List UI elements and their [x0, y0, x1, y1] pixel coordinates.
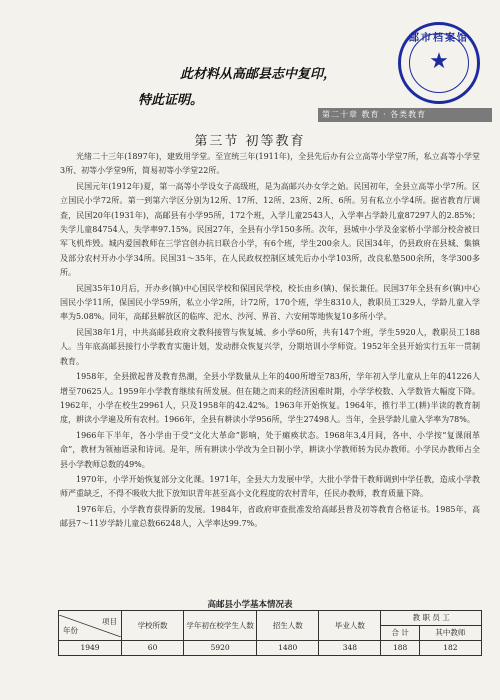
handwritten-line-2: 特此证明。	[138, 93, 204, 108]
cell-students: 5920	[184, 641, 257, 656]
handwritten-certification	[138, 62, 400, 114]
diagonal-header-cell	[59, 611, 122, 641]
diagonal-header	[59, 615, 121, 637]
header-staff-total: 合 计	[381, 626, 419, 641]
school-stats-table	[58, 610, 482, 656]
cell-staff-teachers: 182	[419, 641, 481, 656]
table-row	[59, 641, 482, 656]
paragraph: 光绪二十三年(1897年)，建致用学堂。至宣统三年(1911年)，全县先后办有公立高等小学堂7所，私立高等小学堂3所、初等小学堂9所，简易初等小学堂22所。	[60, 152, 480, 176]
body-text	[60, 150, 480, 533]
header-staff: 教 职 员 工	[381, 611, 482, 626]
cell-enrolled: 1480	[257, 641, 319, 656]
table-title: 高邮县小学基本情况表	[207, 600, 293, 610]
header-staff-teachers: 其中教师	[419, 626, 481, 641]
paragraph: 1958年，全县掀起普及教育热潮，全县小学数量从上年的400所增至783所，学年初入学儿童从上年的41226人增至70625人。1959年小学教育继续有所发展。但在随之而来的经济困难时期，小学学校数、入学数皆大幅度下降。1962年，小学在校生29961人，只及1958年的42.42%。1963年开始恢复。1964年，推行半工(耕)半读的教育制度，耕读小学遍及所有农村。1966年，全县有耕读小学956所，学生27498人。当年，全县学龄儿童入学率为78%。	[60, 372, 480, 425]
paragraph: 民国元年(1912年)夏，第一高等小学设女子高级班，是为高邮兴办女学之始。民国初年，全县立高等小学7所。区立国民小学72所。第一到第六学区分别为12所、17所、12所、23所、2所、6所。另有私立小学4所。据省教育厅调查，民国20年(1931年)，高邮县有小学95所，172个班，入学儿童2543人，入学率占学龄儿童87297人的2.85%；失学儿童84754人，失学率97.15%。民国27年，全县有小学150多所。次年，县城中小学及金家桥小学部分校舍被日军飞机炸毁。城内爱国教师在三学宫创办抗日联合小学，有6个班，学生200余人。民国34年，仍县政府在县城、集镇及部分农村开办小学34所。民国31～35年，在人民政权控制区域先后办小学103所，改良私塾500余所，冬学300多所。	[60, 181, 480, 278]
paragraph: 1976年后，小学教育获得新的发展。1984年，省政府审查批准发给高邮县普及初等教育合格证书。1985年，高邮县7～11岁学龄儿童总数66248人，入学率达99.7%。	[60, 504, 480, 529]
paragraph: 民国35年10月后，开办乡(镇)中心国民学校和保国民学校，校长由乡(镇)、保长兼任。民国37年全县有乡(镇)中心国民小学11所，保国民小学59所，私立小学2所，计72所，170个班，学生8310人，教职员工329人，学龄儿童入学率为5.08%。同年，高邮县解放区的临库、汜水、沙河、界首、六安闸等地恢复10多所小学。	[60, 283, 480, 322]
diag-bottom-label: 年份	[63, 625, 78, 635]
running-header: 第二十章 教育 · 各类教育	[318, 108, 492, 122]
header-students: 学年初在校学生人数	[184, 611, 257, 641]
paragraph: 民国38年1月，中共高邮县政府文教科接管与恢复城、乡小学60所，共有147个班，学生5920人，教职员工188人。当年底高邮县接行小学教育实施计划，发动群众恢复兴学，分期培训小学师资。1952年全县开始实行五年一贯制教育。	[60, 327, 480, 366]
handwritten-line-1: 此材料从高邮县志中复印，	[180, 67, 337, 82]
archive-seal-stamp	[398, 22, 480, 104]
cell-graduates: 348	[319, 641, 381, 656]
paragraph: 1966年下半年，各小学由于受“文化大革命”影响，处于瘫痪状态。1968年3,4月间，各中、小学按“复课闹革命”，教材为领袖语录和诗词。是年，所有耕读小学改为全日制小学，耕读小学教师转为民办教师。小学民办教师占全县小学教师总数的49%。	[60, 430, 480, 469]
header-graduates: 毕业人数	[319, 611, 381, 641]
table-header-row	[59, 611, 482, 626]
seal-ring-text: 邮市档案馆	[409, 33, 469, 44]
cell-schools: 60	[122, 641, 184, 656]
header-schools: 学校所数	[122, 611, 184, 641]
cell-year: 1949	[59, 641, 122, 656]
header-enrolled: 招生人数	[257, 611, 319, 641]
paragraph: 1970年，小学开始恢复部分文化课。1971年，全县大力发展中学，大批小学骨干教师调到中学任教，造成小学教师严重缺乏，不得不吸收大批下放知识青年甚至高小文化程度的农村青年，任民办教师，教育质量下降。	[60, 474, 480, 499]
section-title: 第三节 初等教育	[194, 134, 306, 149]
diag-top-label: 项目	[102, 616, 117, 626]
star-icon: ★	[429, 49, 449, 74]
cell-staff-total: 188	[381, 641, 419, 656]
